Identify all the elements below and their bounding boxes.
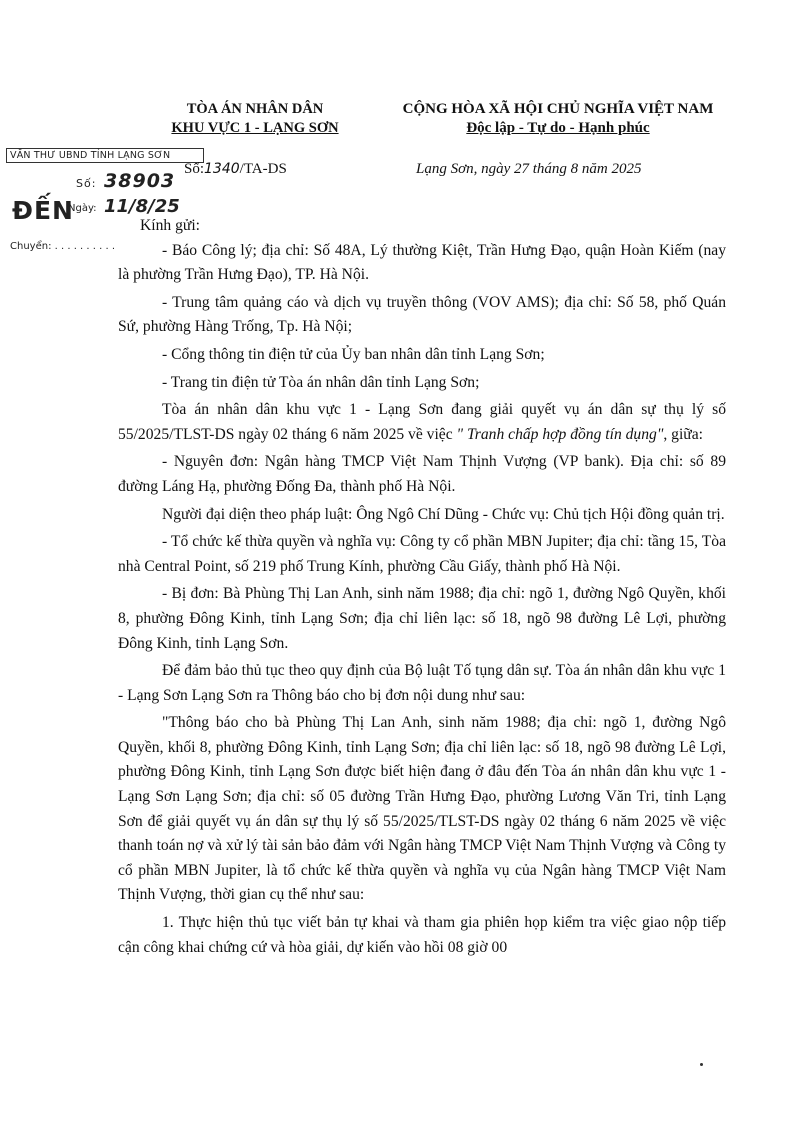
- recipient-2: - Trung tâm quảng cáo và dịch vụ truyền thông (VOV AMS); địa chỉ: Số 58, phố Quán Sứ, phường Hàng Trống, Tp. Hà Nội;: [118, 293, 726, 336]
- court-name-block: [150, 100, 360, 138]
- plaintiff-paragraph: - Nguyên đơn: Ngân hàng TMCP Việt Nam Thịnh Vượng (VP bank). Địa chỉ: số 89 đường Láng Hạ, phường Đống Đa, thành phố Hà Nội.: [118, 453, 726, 495]
- purpose-paragraph: Để đảm bảo thủ tục theo quy định của Bộ luật Tố tụng dân sự. Tòa án nhân dân khu vực 1 - Lạng Sơn Lạng Sơn ra Thông báo cho bị đơn nội dung như sau:: [118, 662, 726, 704]
- defendant-paragraph: - Bị đơn: Bà Phùng Thị Lan Anh, sinh năm 1988; địa chỉ: ngõ 1, đường Ngô Quyền, khối 8, phường Đông Kinh, tỉnh Lạng Sơn; địa chỉ liên lạc: số 18, ngõ 98 đường Lê Lợi, phường Đông Kinh, tỉnh Lạng Sơn.: [118, 585, 726, 652]
- republic-title: CỘNG HÒA XÃ HỘI CHỦ NGHĨA VIỆT NAM: [402, 101, 714, 117]
- court-name-line1: TÒA ÁN NHÂN DÂN: [186, 101, 324, 117]
- motto: Độc lập - Tự do - Hạnh phúc: [466, 120, 650, 136]
- stamp-number: Số: 38903: [76, 170, 176, 192]
- scan-speck: [700, 1063, 703, 1066]
- stamp-date-label: Ngày:: [68, 203, 97, 214]
- successor-paragraph: - Tổ chức kế thừa quyền và nghĩa vụ: Công ty cổ phần MBN Jupiter; địa chỉ: tầng 15, Tòa nhà Central Point, số 219 phố Trung Kính, phường Cầu Giấy, thành phố Hà Nội.: [118, 533, 726, 575]
- stamp-den-label: ĐẾN: [12, 196, 74, 225]
- stamp-office-line: VĂN THƯ UBND TỈNH LẠNG SƠN: [6, 148, 204, 163]
- recipient-1: - Báo Công lý; địa chỉ: Số 48A, Lý thường Kiệt, Trần Hưng Đạo, quận Hoàn Kiếm (nay là phường Trần Hưng Đạo), TP. Hà Nội.: [118, 241, 726, 284]
- recipient-4: - Trang tin điện tử Tòa án nhân dân tỉnh Lạng Sơn;: [162, 373, 480, 391]
- date-line: Lạng Sơn, ngày 27 tháng 8 năm 2025: [416, 161, 642, 177]
- case-intro-paragraph: Tòa án nhân dân khu vực 1 - Lạng Sơn đang giải quyết vụ án dân sự thụ lý số 55/2025/TLST-DS ngày 02 tháng 6 năm 2025 về việc " Tranh chấp hợp đồng tín dụng", giữa:: [118, 401, 726, 443]
- notice-paragraph: "Thông báo cho bà Phùng Thị Lan Anh, sinh năm 1988; địa chỉ: ngõ 1, đường Ngô Quyền, khối 8, phường Đông Kinh, tỉnh Lạng Sơn; địa chỉ liên lạc: số 18, ngõ 98 đường Lê Lợi, phường Đông Kinh, tỉnh Lạng Sơn được biết hiện đang ở đâu đến Tòa án nhân dân khu vực 1 - Lạng Sơn Lạng Sơn; địa chỉ: số 05 đường Trần Hưng Đạo, phường Lương Văn Tri, tỉnh Lạng Sơn để giải quyết vụ án dân sự thụ lý số 55/2025/TLST-DS ngày 02 tháng 6 năm 2025 về việc thanh toán nợ và xử lý tài sản bảo đảm với Ngân hàng TMCP Việt Nam Thịnh Vượng và Công ty cổ phần MBN Jupiter, là tổ chức kế thừa quyền và nghĩa vụ của Ngân hàng TMCP Việt Nam Thịnh Vượng, thời gian cụ thể như sau:: [118, 714, 726, 904]
- national-motto-block: [378, 100, 738, 138]
- representative-paragraph: Người đại diện theo pháp luật: Ông Ngô Chí Dũng - Chức vụ: Chủ tịch Hội đồng quản trị.: [162, 505, 725, 523]
- document-number: Số:1340/TA-DS: [184, 161, 287, 177]
- stamp-date-value: 11/8/25: [104, 196, 180, 217]
- recipient-3: - Cổng thông tin điện tử của Ủy ban nhân dân tỉnh Lạng Sơn;: [162, 345, 545, 363]
- stamp-forward-label: Chuyển: . . . . . . . . . .: [10, 241, 116, 252]
- item-1-paragraph: 1. Thực hiện thủ tục viết bản tự khai và tham gia phiên họp kiểm tra việc giao nộp tiếp cận công khai chứng cứ và hòa giải, dự kiến vào hồi 08 giờ 00: [118, 914, 726, 956]
- court-name-line2: KHU VỰC 1 - LẠNG SƠN: [171, 120, 339, 136]
- document-body: [118, 214, 726, 963]
- recipients-heading: Kính gửi:: [140, 217, 200, 234]
